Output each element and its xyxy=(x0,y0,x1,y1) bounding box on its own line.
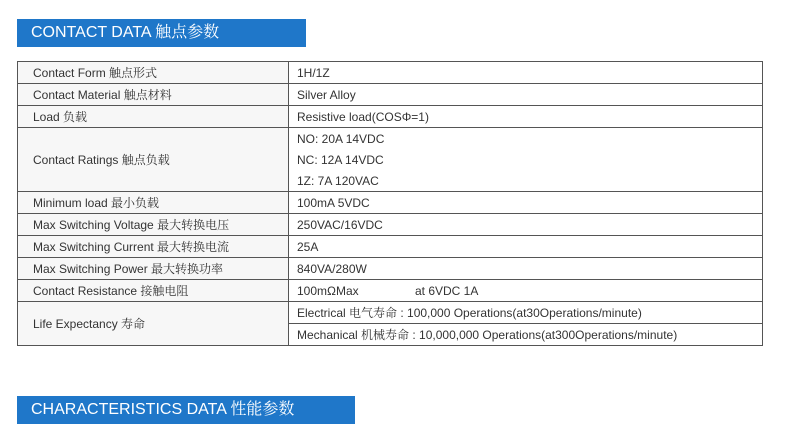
contact-form-label: Contact Form 触点形式 xyxy=(18,62,289,84)
contact-ratings-1z-value: 1Z: 7A 120VAC xyxy=(289,170,763,192)
contact-resistance-value: 100mΩMax xyxy=(297,283,359,298)
mechanical-life-value: Mechanical 机械寿命 : 10,000,000 Operations(at300Operations/minute) xyxy=(289,324,763,346)
max-switching-current-label: Max Switching Current 最大转换电流 xyxy=(18,236,289,258)
contact-ratings-no-value: NO: 20A 14VDC xyxy=(289,128,763,150)
table-row xyxy=(18,302,763,324)
life-expectancy-label: Life Expectancy 寿命 xyxy=(18,302,289,346)
table-row xyxy=(18,106,763,128)
contact-resistance-cell xyxy=(289,280,763,302)
table-row xyxy=(18,214,763,236)
table-row xyxy=(18,258,763,280)
contact-data-table xyxy=(17,61,763,346)
max-switching-power-label: Max Switching Power 最大转换功率 xyxy=(18,258,289,280)
table-row xyxy=(18,280,763,302)
contact-resistance-label: Contact Resistance 接触电阻 xyxy=(18,280,289,302)
load-value: Resistive load(COSΦ=1) xyxy=(289,106,763,128)
minimum-load-value: 100mA 5VDC xyxy=(289,192,763,214)
contact-resistance-condition: at 6VDC 1A xyxy=(415,283,479,298)
table-row xyxy=(18,128,763,150)
table-row xyxy=(18,84,763,106)
max-switching-voltage-label: Max Switching Voltage 最大转换电压 xyxy=(18,214,289,236)
characteristics-data-header: CHARACTERISTICS DATA 性能参数 xyxy=(17,396,355,424)
contact-ratings-label: Contact Ratings 触点负载 xyxy=(18,128,289,192)
table-row xyxy=(18,236,763,258)
contact-data-header: CONTACT DATA 触点参数 xyxy=(17,19,306,47)
minimum-load-label: Minimum load 最小负载 xyxy=(18,192,289,214)
table-row xyxy=(18,62,763,84)
contact-material-value: Silver Alloy xyxy=(289,84,763,106)
contact-material-label: Contact Material 触点材料 xyxy=(18,84,289,106)
max-switching-voltage-value: 250VAC/16VDC xyxy=(289,214,763,236)
max-switching-current-value: 25A xyxy=(289,236,763,258)
load-label: Load 负载 xyxy=(18,106,289,128)
table-row xyxy=(18,192,763,214)
contact-ratings-nc-value: NC: 12A 14VDC xyxy=(289,149,763,170)
electrical-life-value: Electrical 电气寿命 : 100,000 Operations(at30Operations/minute) xyxy=(289,302,763,324)
contact-form-value: 1H/1Z xyxy=(289,62,763,84)
max-switching-power-value: 840VA/280W xyxy=(289,258,763,280)
